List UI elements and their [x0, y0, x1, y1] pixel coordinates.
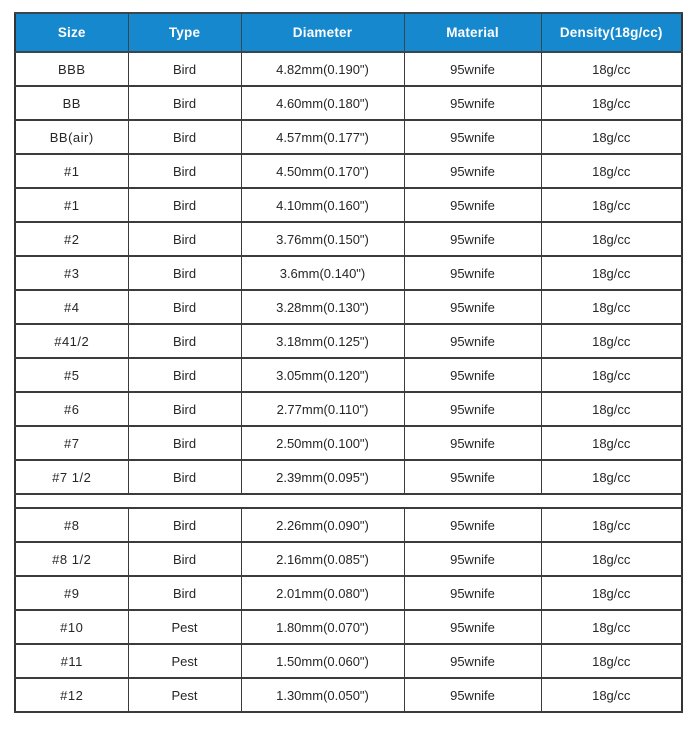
- column-header-size: Size: [15, 13, 128, 52]
- table-row: [15, 392, 682, 426]
- table-cell-diameter: 3.28mm(0.130"): [241, 290, 404, 324]
- table-cell-density-18g-cc: 18g/cc: [541, 644, 682, 678]
- column-header-type: Type: [128, 13, 241, 52]
- table-row: [15, 426, 682, 460]
- table-cell-material: 95wnife: [404, 120, 541, 154]
- table-cell-density-18g-cc: 18g/cc: [541, 256, 682, 290]
- table-cell-type: Bird: [128, 508, 241, 542]
- table-cell-density-18g-cc: 18g/cc: [541, 610, 682, 644]
- table-cell-material: 95wnife: [404, 460, 541, 494]
- table-cell-size: #4: [15, 290, 128, 324]
- table-row: [15, 222, 682, 256]
- table-cell-diameter: 2.26mm(0.090"): [241, 508, 404, 542]
- table-cell-size: #3: [15, 256, 128, 290]
- table-cell-type: Bird: [128, 86, 241, 120]
- table-cell-type: Pest: [128, 678, 241, 712]
- table-cell-density-18g-cc: 18g/cc: [541, 392, 682, 426]
- table-row: [15, 256, 682, 290]
- table-cell-size: #5: [15, 358, 128, 392]
- table-row: [15, 52, 682, 86]
- table-row: [15, 154, 682, 188]
- table-cell-density-18g-cc: 18g/cc: [541, 290, 682, 324]
- table-cell-diameter: 2.16mm(0.085"): [241, 542, 404, 576]
- table-cell-diameter: 4.57mm(0.177"): [241, 120, 404, 154]
- table-cell-type: Bird: [128, 154, 241, 188]
- table-cell-size: #8 1/2: [15, 542, 128, 576]
- table-cell-material: 95wnife: [404, 52, 541, 86]
- table-row: [15, 678, 682, 712]
- table-cell-density-18g-cc: 18g/cc: [541, 508, 682, 542]
- table-cell-material: 95wnife: [404, 256, 541, 290]
- table-row: [15, 644, 682, 678]
- table-cell-type: Bird: [128, 188, 241, 222]
- table-cell-material: 95wnife: [404, 678, 541, 712]
- table-cell-density-18g-cc: 18g/cc: [541, 460, 682, 494]
- table-cell-density-18g-cc: 18g/cc: [541, 576, 682, 610]
- column-header-material: Material: [404, 13, 541, 52]
- table-cell-material: 95wnife: [404, 644, 541, 678]
- spacer-cell: [15, 494, 682, 508]
- table-header-row: [15, 13, 682, 52]
- table-row: [15, 508, 682, 542]
- table-cell-type: Bird: [128, 576, 241, 610]
- table-row: [15, 460, 682, 494]
- table-cell-diameter: 3.6mm(0.140"): [241, 256, 404, 290]
- table-cell-density-18g-cc: 18g/cc: [541, 188, 682, 222]
- table-cell-size: #1: [15, 188, 128, 222]
- table-cell-material: 95wnife: [404, 290, 541, 324]
- table-cell-size: #10: [15, 610, 128, 644]
- table-cell-size: #11: [15, 644, 128, 678]
- table-row: [15, 542, 682, 576]
- table-cell-size: #7: [15, 426, 128, 460]
- table-cell-material: 95wnife: [404, 358, 541, 392]
- table-cell-density-18g-cc: 18g/cc: [541, 222, 682, 256]
- table-cell-density-18g-cc: 18g/cc: [541, 120, 682, 154]
- shot-size-spec-table: [14, 12, 683, 713]
- table-cell-diameter: 2.77mm(0.110"): [241, 392, 404, 426]
- table-cell-type: Bird: [128, 426, 241, 460]
- table-cell-diameter: 3.05mm(0.120"): [241, 358, 404, 392]
- table-cell-type: Bird: [128, 460, 241, 494]
- table-cell-diameter: 4.50mm(0.170"): [241, 154, 404, 188]
- table-cell-material: 95wnife: [404, 508, 541, 542]
- table-cell-density-18g-cc: 18g/cc: [541, 358, 682, 392]
- table-cell-diameter: 1.50mm(0.060"): [241, 644, 404, 678]
- table-cell-type: Bird: [128, 358, 241, 392]
- table-cell-density-18g-cc: 18g/cc: [541, 86, 682, 120]
- table-cell-diameter: 2.50mm(0.100"): [241, 426, 404, 460]
- table-row: [15, 324, 682, 358]
- table-row: [15, 290, 682, 324]
- table-cell-type: Pest: [128, 610, 241, 644]
- table-cell-diameter: 4.60mm(0.180"): [241, 86, 404, 120]
- table-cell-diameter: 3.18mm(0.125"): [241, 324, 404, 358]
- table-cell-size: #1: [15, 154, 128, 188]
- table-cell-density-18g-cc: 18g/cc: [541, 52, 682, 86]
- table-cell-density-18g-cc: 18g/cc: [541, 542, 682, 576]
- table-cell-size: BB(air): [15, 120, 128, 154]
- table-cell-type: Bird: [128, 52, 241, 86]
- table-cell-diameter: 4.82mm(0.190"): [241, 52, 404, 86]
- table-cell-size: #41/2: [15, 324, 128, 358]
- table-cell-type: Bird: [128, 542, 241, 576]
- table-cell-type: Bird: [128, 290, 241, 324]
- table-row: [15, 576, 682, 610]
- table-cell-diameter: 1.30mm(0.050"): [241, 678, 404, 712]
- column-header-diameter: Diameter: [241, 13, 404, 52]
- table-cell-size: #9: [15, 576, 128, 610]
- table-cell-size: BBB: [15, 52, 128, 86]
- table-row: [15, 188, 682, 222]
- table-cell-density-18g-cc: 18g/cc: [541, 324, 682, 358]
- table-cell-size: BB: [15, 86, 128, 120]
- table-cell-size: #8: [15, 508, 128, 542]
- table-cell-type: Bird: [128, 222, 241, 256]
- column-header-density-18g-cc: Density(18g/cc): [541, 13, 682, 52]
- table-cell-type: Bird: [128, 324, 241, 358]
- table-cell-type: Bird: [128, 256, 241, 290]
- table-cell-material: 95wnife: [404, 188, 541, 222]
- table-cell-diameter: 3.76mm(0.150"): [241, 222, 404, 256]
- table-cell-material: 95wnife: [404, 154, 541, 188]
- table-cell-diameter: 2.01mm(0.080"): [241, 576, 404, 610]
- table-cell-density-18g-cc: 18g/cc: [541, 426, 682, 460]
- table-row: [15, 120, 682, 154]
- table-cell-material: 95wnife: [404, 222, 541, 256]
- table-cell-density-18g-cc: 18g/cc: [541, 154, 682, 188]
- table-cell-material: 95wnife: [404, 426, 541, 460]
- table-cell-diameter: 2.39mm(0.095"): [241, 460, 404, 494]
- table-cell-size: #6: [15, 392, 128, 426]
- table-cell-material: 95wnife: [404, 86, 541, 120]
- table-row: [15, 358, 682, 392]
- table-cell-material: 95wnife: [404, 610, 541, 644]
- table-cell-type: Bird: [128, 392, 241, 426]
- table-cell-size: #2: [15, 222, 128, 256]
- table-cell-size: #7 1/2: [15, 460, 128, 494]
- table-cell-diameter: 1.80mm(0.070"): [241, 610, 404, 644]
- table-cell-size: #12: [15, 678, 128, 712]
- table-cell-material: 95wnife: [404, 576, 541, 610]
- table-cell-material: 95wnife: [404, 392, 541, 426]
- table-cell-type: Pest: [128, 644, 241, 678]
- table-cell-type: Bird: [128, 120, 241, 154]
- table-row: [15, 86, 682, 120]
- table-row: [15, 610, 682, 644]
- spacer-row: [15, 494, 682, 508]
- table-cell-material: 95wnife: [404, 542, 541, 576]
- table-cell-material: 95wnife: [404, 324, 541, 358]
- table-cell-density-18g-cc: 18g/cc: [541, 678, 682, 712]
- table-cell-diameter: 4.10mm(0.160"): [241, 188, 404, 222]
